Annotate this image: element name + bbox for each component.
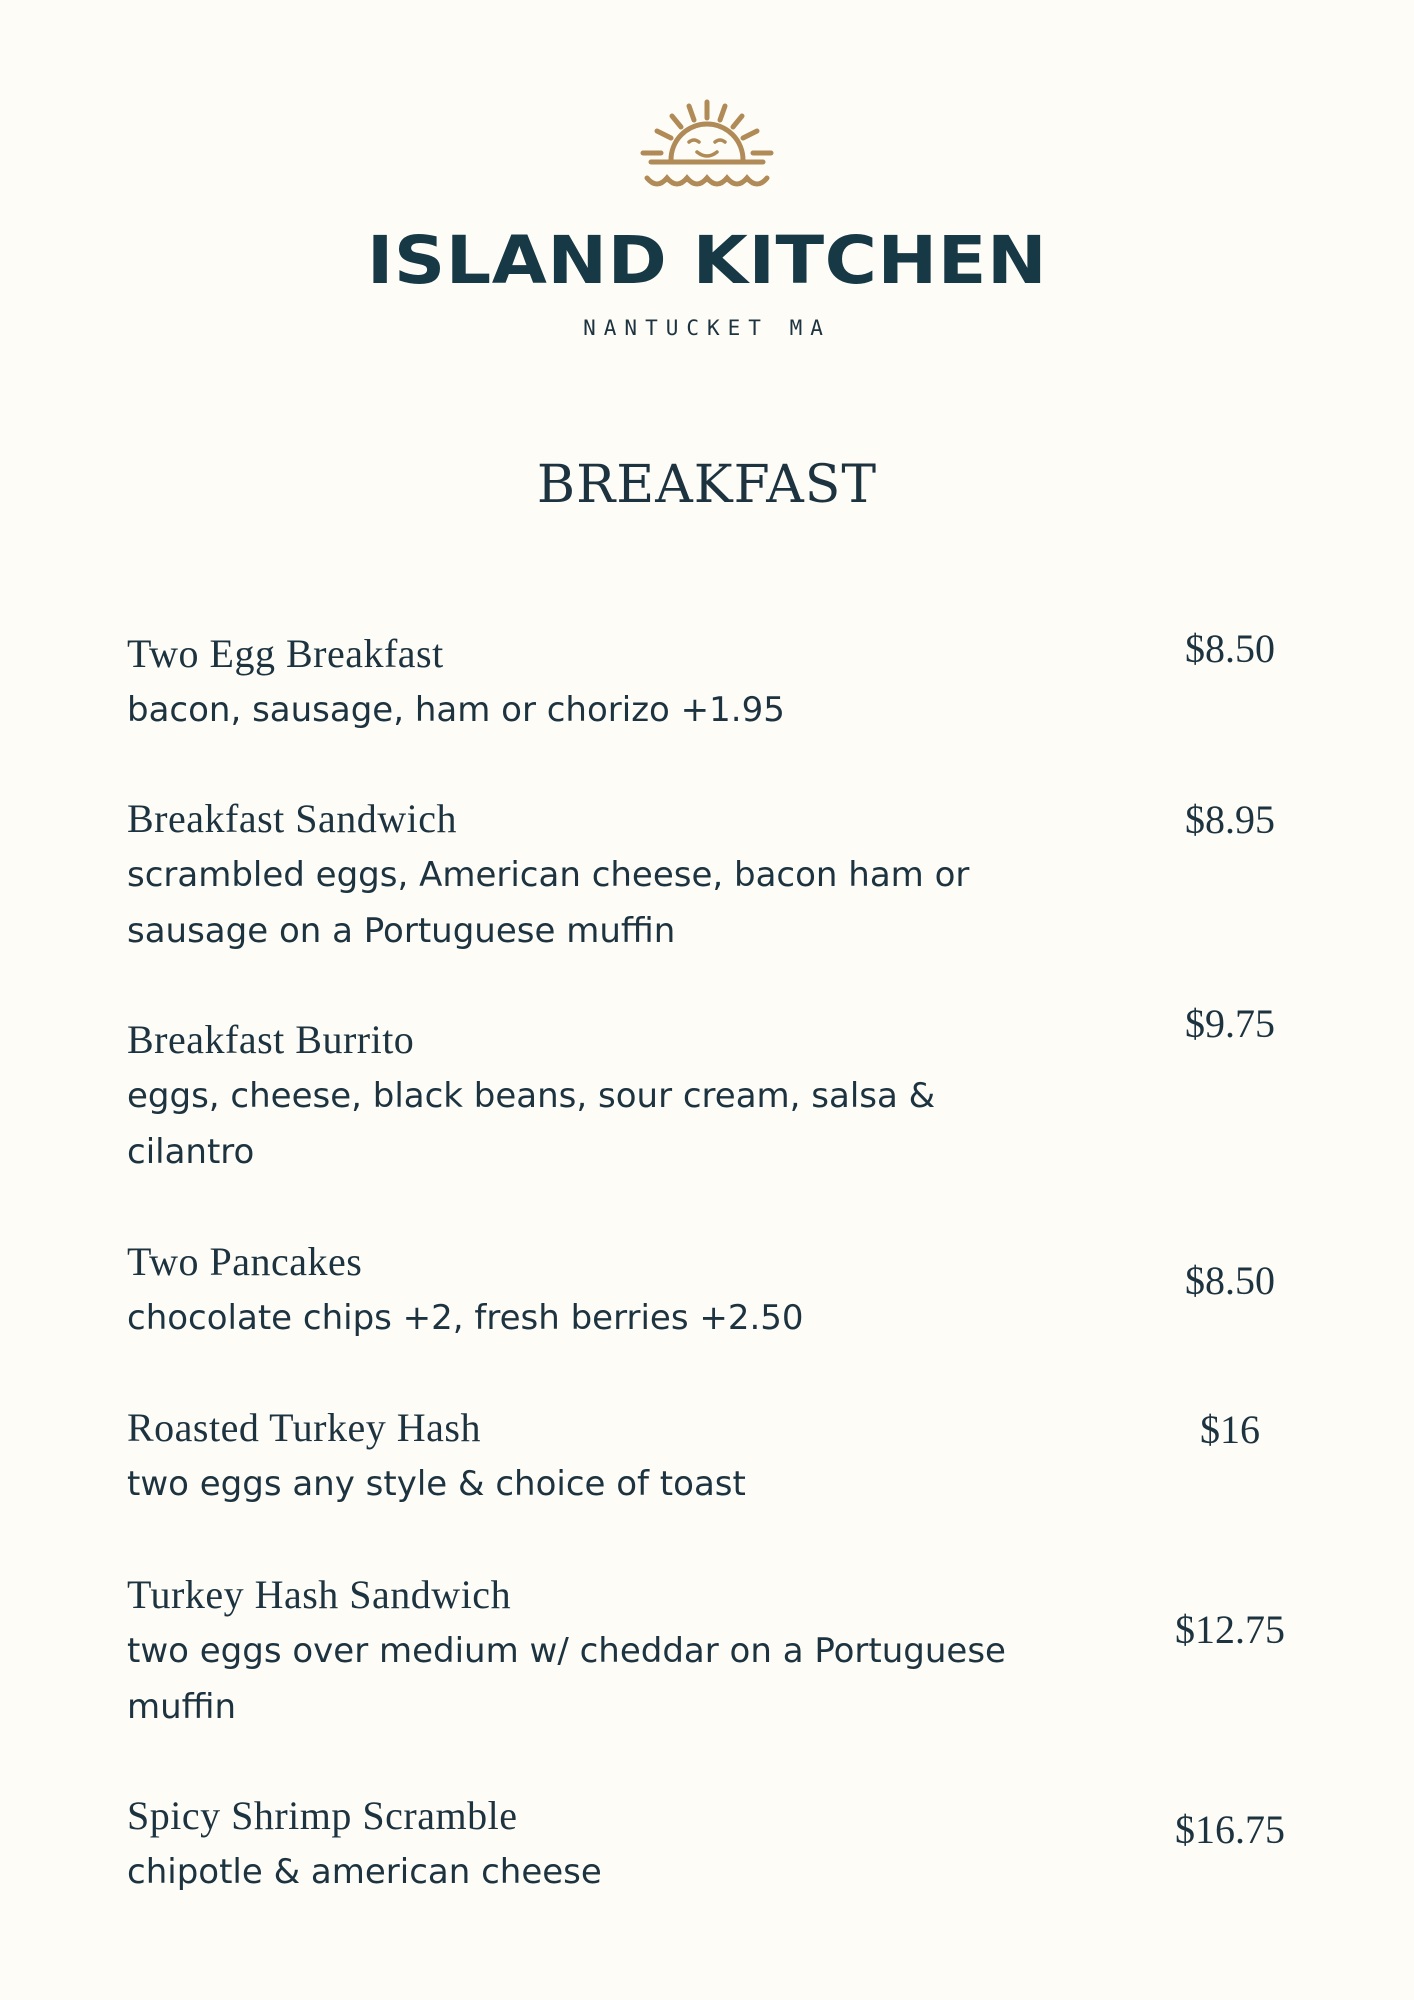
item-price: $8.95 xyxy=(1185,797,1275,842)
item-price: $9.75 xyxy=(1185,1001,1275,1046)
item-name: Breakfast Sandwich xyxy=(127,796,458,841)
item-description: chocolate chips +2, fresh berries +2.50 xyxy=(127,1298,804,1338)
item-price: $16 xyxy=(1200,1407,1260,1452)
item-description: scrambled eggs, American cheese, bacon ham or sausage on a Portuguese muffin xyxy=(127,855,970,951)
item-price: $12.75 xyxy=(1175,1607,1285,1652)
item-description: eggs, cheese, black beans, sour cream, salsa & cilantro xyxy=(127,1076,936,1172)
item-name: Breakfast Burrito xyxy=(127,1017,415,1062)
item-price: $8.50 xyxy=(1185,1258,1275,1303)
item-description: two eggs over medium w/ cheddar on a Portuguese muffin xyxy=(127,1631,1006,1727)
item-name: Spicy Shrimp Scramble xyxy=(127,1793,518,1838)
item-description: two eggs any style & choice of toast xyxy=(127,1464,746,1504)
restaurant-location: NANTUCKET MA xyxy=(583,316,831,340)
menu-item-two-egg-breakfast xyxy=(127,626,1027,738)
menu-item-breakfast-burrito xyxy=(127,1012,1027,1180)
menu-item-roasted-turkey-hash xyxy=(127,1400,1027,1512)
item-name: Two Egg Breakfast xyxy=(127,631,444,676)
menu-item-spicy-shrimp-scramble xyxy=(127,1788,1027,1900)
item-price: $8.50 xyxy=(1185,626,1275,671)
menu-item-two-pancakes xyxy=(127,1234,1027,1346)
menu-item-turkey-hash-sandwich xyxy=(127,1567,1027,1735)
sun-waves-logo-icon xyxy=(637,98,777,196)
section-title: BREAKFAST xyxy=(536,455,878,515)
menu-item-breakfast-sandwich xyxy=(127,791,1027,959)
item-name: Roasted Turkey Hash xyxy=(127,1405,481,1450)
item-description: bacon, sausage, ham or chorizo +1.95 xyxy=(127,690,785,730)
item-price: $16.75 xyxy=(1175,1807,1285,1852)
restaurant-name: ISLAND KITCHEN xyxy=(366,222,1048,299)
item-description: chipotle & american cheese xyxy=(127,1852,602,1892)
item-name: Two Pancakes xyxy=(127,1239,363,1284)
item-name: Turkey Hash Sandwich xyxy=(127,1572,512,1617)
